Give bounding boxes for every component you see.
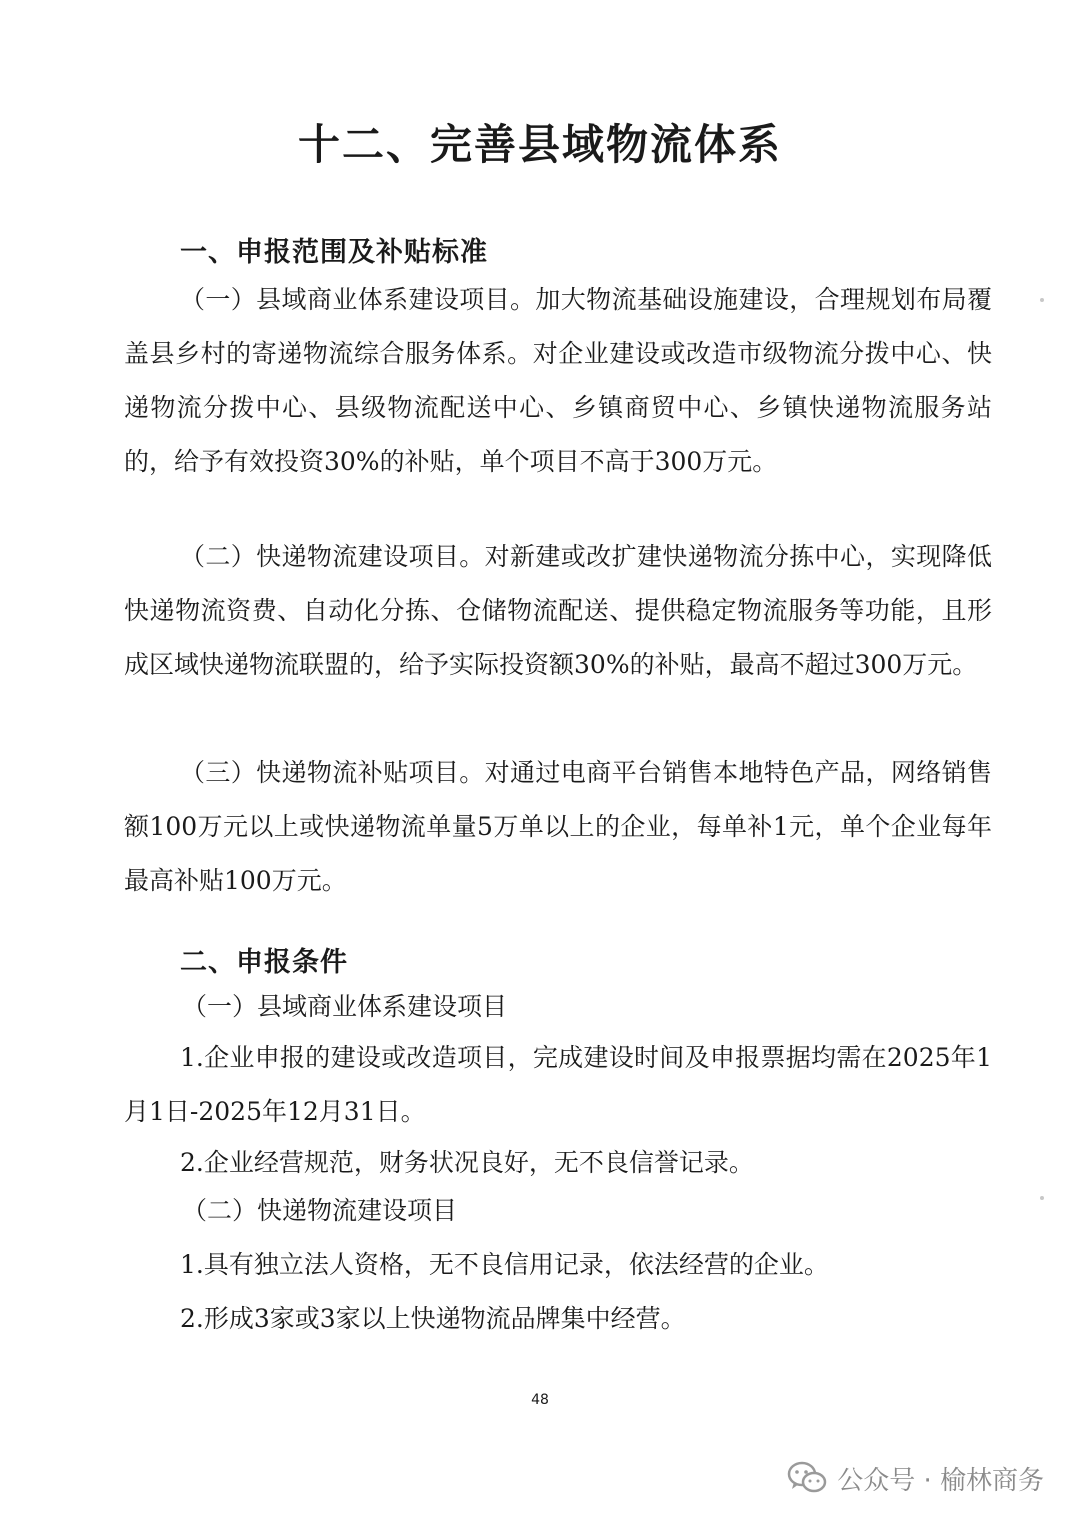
paragraph-express-construction: （二）快递物流建设项目。对新建或改扩建快递物流分拣中心，实现降低快递物流资费、自动化分拣、仓储物流配送、提供稳定物流服务等功能，且形成区域快递物流联盟的，给予实际投资额30%的补贴，最高不超过300万元。 bbox=[124, 542, 992, 679]
condition-item-2: 2.企业经营规范，财务状况良好，无不良信誉记录。 bbox=[180, 1148, 754, 1177]
wechat-icon bbox=[787, 1460, 827, 1496]
paragraph-county-commerce: （一）县域商业体系建设项目。加大物流基础设施建设，合理规划布局覆盖县乡村的寄递物流综合服务体系。对企业建设或改造市级物流分拨中心、快递物流分拨中心、县级物流配送中心、乡镇商贸中心、乡镇快递物流服务站的，给予有效投资30%的补贴，单个项目不高于300万元。 bbox=[124, 285, 992, 476]
condition-item-3: 1.具有独立法人资格，无不良信用记录，依法经营的企业。 bbox=[180, 1250, 829, 1279]
subheading-express-construction: （二）快递物流建设项目 bbox=[182, 1196, 458, 1225]
section-heading-1: 一、申报范围及补贴标准 bbox=[180, 237, 488, 268]
scan-speck bbox=[1040, 298, 1044, 302]
scan-speck bbox=[1040, 1196, 1044, 1200]
section-heading-2: 二、申报条件 bbox=[180, 947, 348, 978]
condition-item-1: 1.企业申报的建设或改造项目，完成建设时间及申报票据均需在2025年1月1日-2025年12月31日。 bbox=[124, 1043, 992, 1126]
paragraph-express-subsidy: （三）快递物流补贴项目。对通过电商平台销售本地特色产品，网络销售额100万元以上或快递物流单量5万单以上的企业，每单补1元，单个企业每年最高补贴100万元。 bbox=[124, 758, 992, 895]
subheading-county-commerce: （一）县域商业体系建设项目 bbox=[182, 992, 508, 1021]
page-number: 48 bbox=[531, 1392, 549, 1408]
watermark-label: 公众号 · 榆林商务 bbox=[837, 1465, 1044, 1496]
watermark bbox=[787, 1455, 1044, 1501]
condition-item-4: 2.形成3家或3家以上快递物流品牌集中经营。 bbox=[180, 1304, 686, 1333]
page-title: 十二、完善县域物流体系 bbox=[297, 120, 782, 169]
